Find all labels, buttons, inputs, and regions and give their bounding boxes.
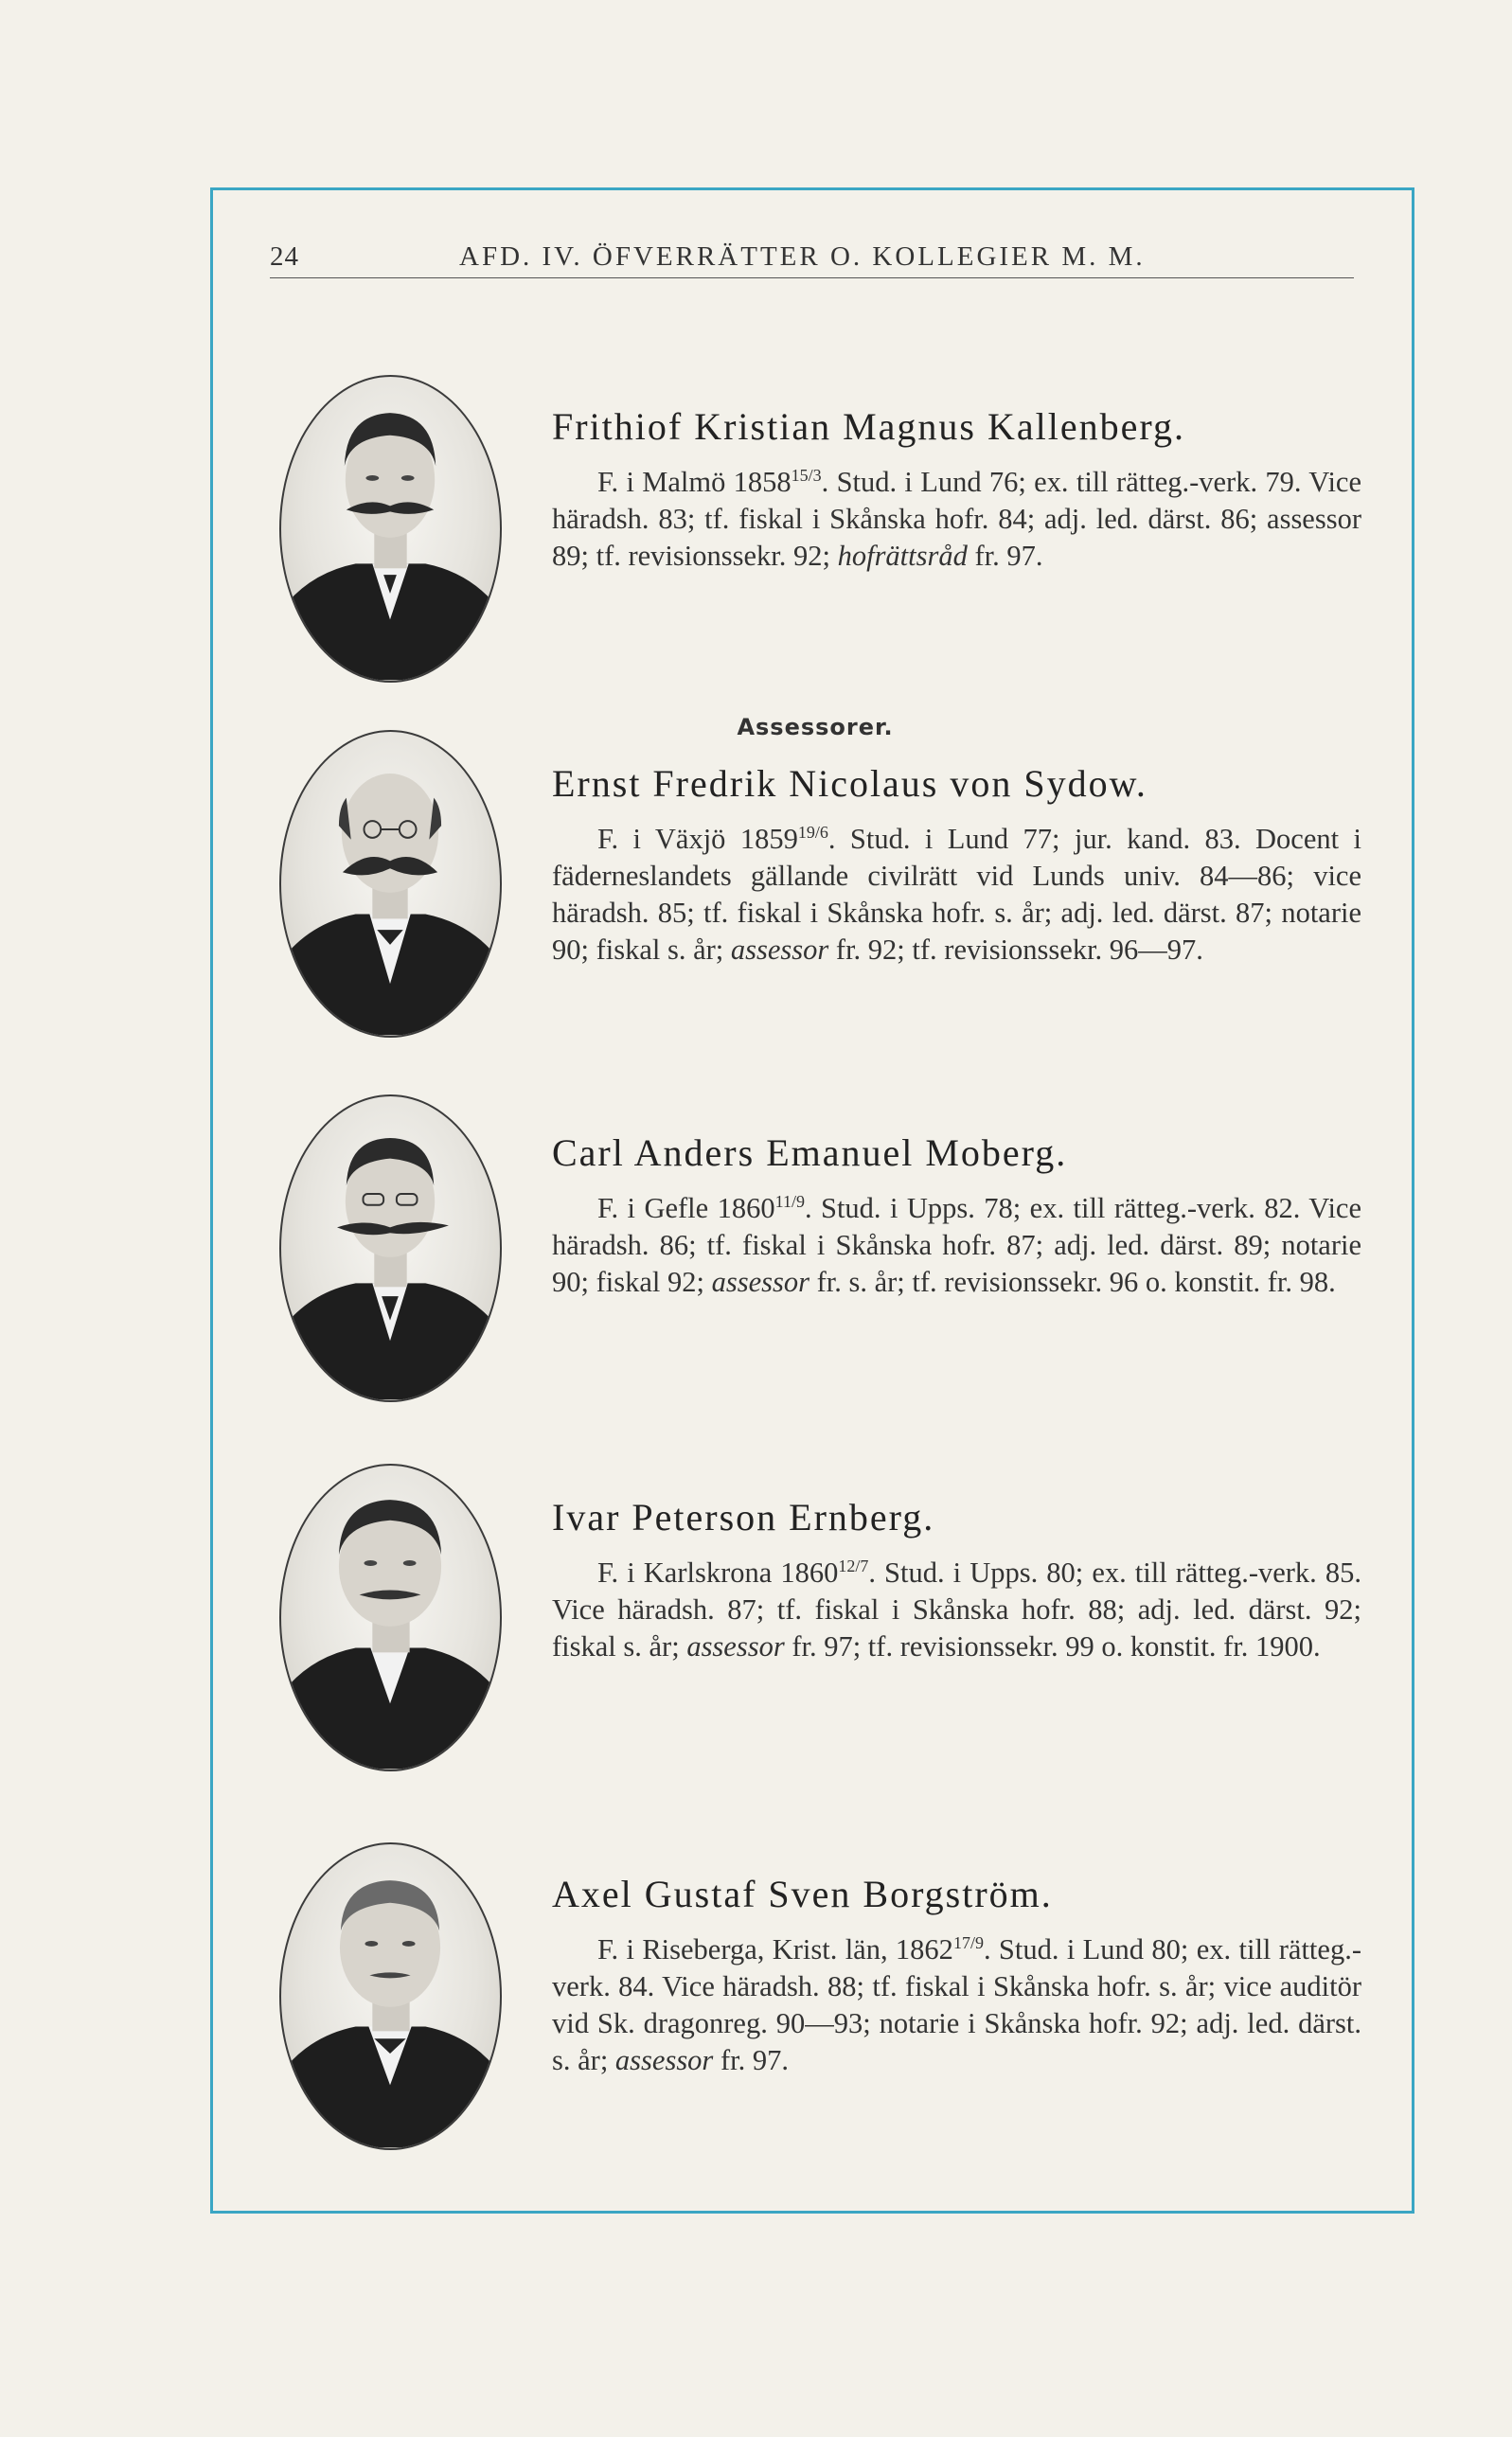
portrait-photo	[281, 1466, 500, 1770]
portrait-photo	[281, 1096, 500, 1400]
birth-date: 17/9	[952, 1933, 984, 1952]
portrait-von-sydow	[279, 730, 502, 1038]
running-header	[270, 232, 1354, 278]
bio-text: fr. 97.	[713, 2044, 789, 2077]
entry-name: Ernst Fredrik Nicolaus von Sydow.	[552, 762, 1147, 805]
birth-date: 19/6	[797, 823, 828, 842]
bio-text: . Stud. i Lund 80; ex. till rätteg.-verk. 84. Vice häradsh. 88; tf. fiskal i Skånska hofr. s. år; vice auditör vid Sk. dragonreg. 90—93; notarie i Skånska hofr. 92; adj. led. därst. s. år;	[552, 1933, 1361, 2077]
bio-text: F. i Gefle 1860	[597, 1192, 775, 1225]
entry-name: Frithiof Kristian Magnus Kallenberg.	[552, 405, 1185, 448]
entry-name: Ivar Peterson Ernberg.	[552, 1496, 935, 1539]
bio-text: F. i Riseberga, Krist. län, 1862	[597, 1933, 953, 1966]
bio-text: F. i Karlskrona 1860	[597, 1556, 839, 1590]
portrait-moberg	[279, 1094, 502, 1402]
entry-biography	[552, 1183, 1361, 1301]
portrait-photo	[281, 377, 500, 681]
entry-biography	[552, 1548, 1361, 1665]
page-number: 24	[270, 241, 299, 272]
portrait-ernberg	[279, 1464, 502, 1771]
entry-von-sydow	[552, 763, 1361, 969]
page-frame	[210, 187, 1414, 2214]
bio-position: assessor	[686, 1630, 785, 1663]
bio-position: assessor	[730, 934, 829, 967]
entry-borgstrom	[552, 1874, 1361, 2079]
birth-date: 12/7	[838, 1556, 869, 1575]
bio-text: F. i Växjö 1859	[597, 823, 798, 856]
section-heading: Assessorer.	[737, 714, 894, 740]
portrait-photo	[281, 732, 500, 1036]
bio-position: assessor	[614, 2044, 714, 2077]
bio-text: . Stud. i Lund 76; ex. till rätteg.-verk. 79. Vice häradsh. 83; tf. fiskal i Skånska hofr. 84; adj. led. därst. 86; assessor 89; tf. revisionssekr. 92;	[552, 466, 1361, 573]
bio-text: F. i Malmö 1858	[597, 466, 792, 499]
entry-name: Carl Anders Emanuel Moberg.	[552, 1131, 1068, 1174]
entry-moberg	[552, 1132, 1361, 1301]
running-title: AFD. IV. ÖFVERRÄTTER O. KOLLEGIER M. M.	[459, 241, 1146, 272]
portrait-photo	[281, 1844, 500, 2148]
bio-text: . Stud. i Upps. 80; ex. till rätteg.-verk. 85. Vice häradsh. 87; tf. fiskal i Skånska hofr. 88; adj. led. därst. 92; fiskal s. år;	[552, 1556, 1361, 1663]
entry-biography	[552, 457, 1361, 575]
bio-position: hofrättsråd	[837, 540, 968, 573]
bio-text: fr. 92; tf. revisionssekr. 96—97.	[828, 934, 1203, 967]
bio-position: assessor	[711, 1266, 809, 1299]
birth-date: 15/3	[791, 466, 822, 485]
entry-kallenberg	[552, 406, 1361, 575]
bio-text: . Stud. i Upps. 78; ex. till rätteg.-verk. 82. Vice häradsh. 86; tf. fiskal i Skånska hofr. 87; adj. led. därst. 89; notarie 90; fiskal 92;	[552, 1192, 1362, 1299]
entry-biography	[552, 1925, 1361, 2079]
entry-name: Axel Gustaf Sven Borgström.	[552, 1873, 1053, 1915]
birth-date: 11/9	[774, 1192, 805, 1211]
bio-text: fr. s. år; tf. revisionssekr. 96 o. konstit. fr. 98.	[809, 1266, 1336, 1299]
portrait-kallenberg	[279, 375, 502, 683]
bio-text: fr. 97.	[967, 540, 1043, 573]
bio-text: . Stud. i Lund 77; jur. kand. 83. Docent i fäderneslandets gällande civilrätt vid Lunds univ. 84—86; vice häradsh. 85; tf. fiskal i Skånska hofr. s. år; adj. led. därst. 87; notarie 90; fiskal s. år;	[552, 823, 1361, 967]
entry-ernberg	[552, 1497, 1361, 1665]
entry-biography	[552, 814, 1361, 969]
bio-text: fr. 97; tf. revisionssekr. 99 o. konstit. fr. 1900.	[784, 1630, 1321, 1663]
portrait-borgstrom	[279, 1842, 502, 2150]
